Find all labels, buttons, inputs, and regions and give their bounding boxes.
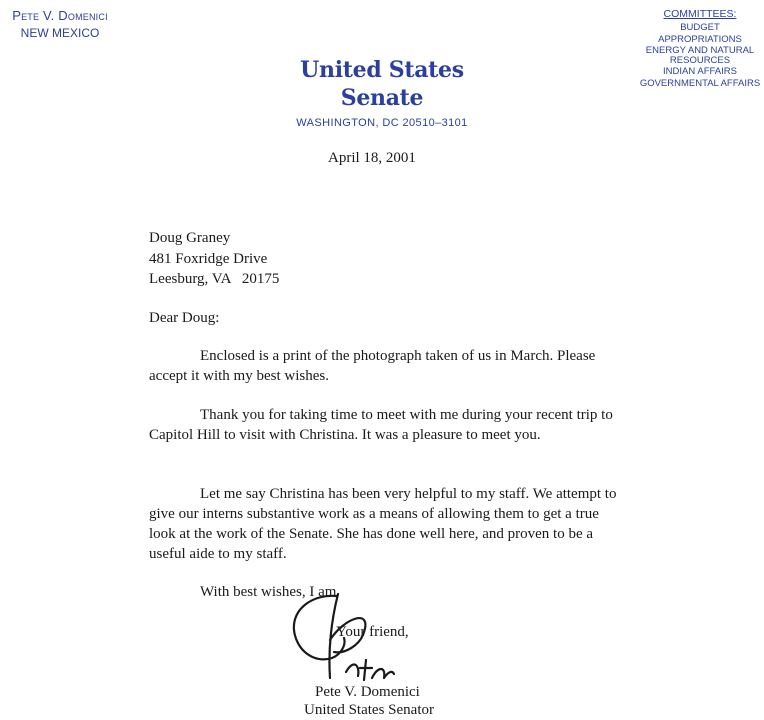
senate-title: United States Senate (300, 57, 464, 111)
senator-name: Pete V. Domenici (12, 8, 108, 23)
committee-item: APPROPRIATIONS (658, 34, 742, 45)
recipient-name: Doug Graney (149, 230, 231, 246)
complimentary-close: Your friend, (336, 624, 409, 640)
letter-date: April 18, 2001 (328, 150, 416, 166)
signer-name: Pete V. Domenici (315, 684, 420, 700)
senate-letterhead (262, 56, 502, 130)
committee-item: BUDGET (680, 22, 720, 33)
handwritten-signature (284, 588, 424, 688)
recipient-city-state-zip: Leesburg, VA 20175 (149, 271, 280, 287)
committee-item: GOVERNMENTAL AFFAIRS (639, 78, 761, 89)
senate-address: WASHINGTON, DC 20510–3101 (296, 117, 468, 129)
recipient-street: 481 Foxridge Drive (149, 250, 268, 267)
committees-heading: COMMITTEES: (663, 8, 737, 20)
committees-list (632, 8, 764, 90)
senator-letterhead (0, 8, 120, 41)
committee-item: INDIAN AFFAIRS (663, 66, 737, 77)
signer-title: United States Senator (304, 702, 434, 718)
closing-line: With best wishes, I am (200, 584, 337, 600)
body-paragraph: Enclosed is a print of the photograph taken of us in March. Please accept it with my best wishes. (149, 348, 596, 384)
salutation: Dear Doug: (149, 310, 220, 326)
senator-state: NEW MEXICO (20, 26, 100, 40)
recipient-address (149, 228, 279, 290)
body-paragraph: Thank you for taking time to meet with me during your recent trip to Capitol Hill to visit with Christina. It was a pleasure to meet you. (149, 407, 613, 443)
body-paragraph: Let me say Christina has been very helpful to my staff. We attempt to give our interns substantive work as a means of allowing them to get a true look at the work of the Senate. She has done well here, and proven to be a useful aide to my staff. (149, 486, 617, 562)
committee-item: ENERGY AND NATURAL RESOURCES (645, 45, 755, 66)
